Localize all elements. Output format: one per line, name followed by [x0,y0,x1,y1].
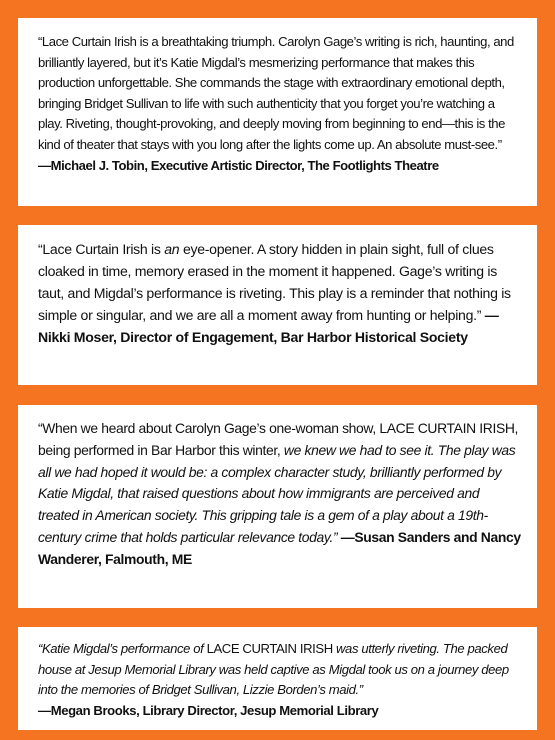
quote-text: LACE CURTAIN IRISH [206,641,333,656]
testimonial-quote [38,418,521,571]
quote-emphasis: “Katie Migdal’s performance of [38,641,207,656]
quote-emphasis: we knew we had to see it. The play was all we had hoped it would be: a complex character study, brilliantly performed by Katie Migdal, that raised questions about how immigrants are perceived and treated in American society. This gripping tale is a gem of a play about a 19th-century crime that holds particular relevance today.” [38,441,516,545]
testimonial-quote [38,639,523,701]
testimonial-quote [38,238,515,348]
quote-text: eye-opener. A story hidden in plain sight, full of clues cloaked in time, memory erased in the moment it happened. Gage’s writing is taut, and Migdal’s performance is riveting. This play is a reminder that nothing is simple or singular, and we are all a moment away from hunting or helping.” [38,241,511,323]
testimonial-card-moser [18,225,537,385]
quote-emphasis: an [164,241,180,257]
quote-text: “Lace Curtain Irish is [38,241,165,257]
testimonial-attribution: —Susan Sanders and Nancy Wanderer, Falmouth, ME [38,528,521,567]
quote-text: “Lace Curtain Irish is a breathtaking triumph. Carolyn Gage’s writing is rich, haunting, and brilliantly layered, but it’s Katie Migdal’s mesmerizing performance that makes this production unforgettable. She commands the stage with extraordinary emotional depth, bringing Bridget Sullivan to life with such authenticity that you forget you’re watching a play. Riveting, thought-provoking, and deeply moving from beginning to end—this is the kind of theater that stays with you long after the lights come up. An absolute must-see.” [38,34,514,152]
testimonial-attribution: —Megan Brooks, Library Director, Jesup Memorial Library [38,702,379,718]
quote-emphasis: was utterly riveting. The packed house at Jesup Memorial Library was held captive as Migdal took us on a journey deep into the memories of Bridget Sullivan, Lizzie Borden’s maid.” [38,641,509,698]
testimonial-card-tobin [18,18,537,206]
testimonial-quote [38,32,521,156]
quote-text: “When we heard about Carolyn Gage’s one-woman show, LACE CURTAIN IRISH, being performed in Bar Harbor this winter, [38,420,519,458]
testimonial-card-sanders-wanderer [18,405,537,608]
testimonial-attribution: —Nikki Moser, Director of Engagement, Bar Harbor Historical Society [38,307,499,345]
testimonial-attribution: —Michael J. Tobin, Executive Artistic Director, The Footlights Theatre [38,157,439,173]
testimonial-card-brooks [18,627,537,730]
